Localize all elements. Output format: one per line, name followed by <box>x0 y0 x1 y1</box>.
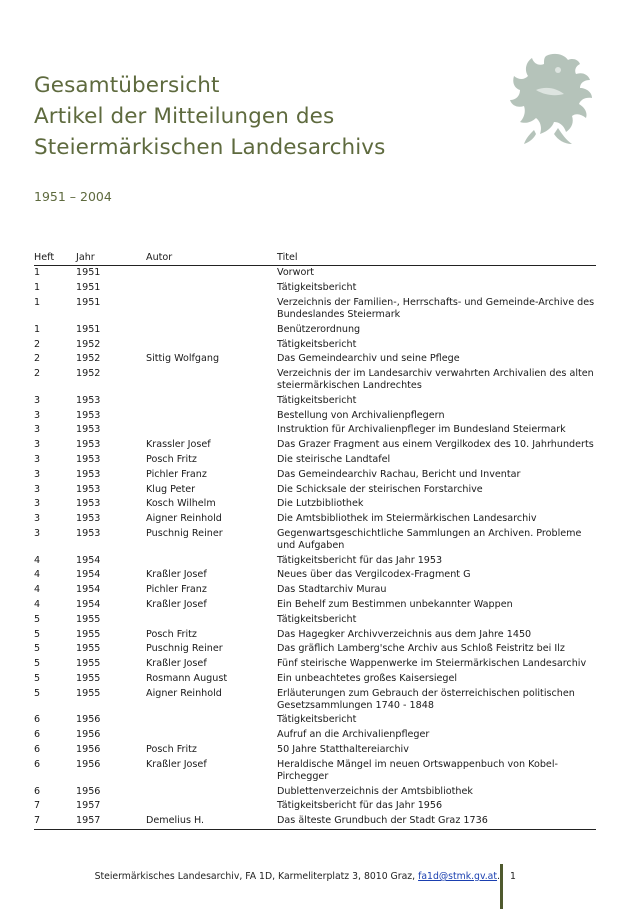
table-row <box>34 322 596 337</box>
cell-heft: 3 <box>34 409 41 421</box>
table-row <box>34 713 596 728</box>
cell-autor: Kosch Wilhelm <box>146 498 216 510</box>
cell-autor: Posch Fritz <box>146 628 197 640</box>
page-number: 1 <box>510 871 516 882</box>
cell-autor: Aigner Reinhold <box>146 687 222 699</box>
table-row <box>34 568 596 583</box>
table-row <box>34 512 596 527</box>
cell-jahr: 1955 <box>76 628 101 640</box>
cell-titel: Das Gemeindearchiv Rachau, Bericht und Inventar <box>277 468 521 480</box>
cell-heft: 1 <box>34 296 41 308</box>
cell-autor: Kraßler Josef <box>146 599 207 611</box>
table-row <box>34 642 596 657</box>
cell-jahr: 1953 <box>76 453 101 465</box>
footer-accent-bar <box>500 864 503 909</box>
cell-heft: 2 <box>34 353 41 365</box>
table-row <box>34 814 596 829</box>
cell-jahr: 1953 <box>76 483 101 495</box>
cell-jahr: 1953 <box>76 409 101 421</box>
cell-titel: Neues über das Vergilcodex-Fragment G <box>277 569 471 581</box>
cell-heft: 5 <box>34 613 41 625</box>
cell-heft: 2 <box>34 338 41 350</box>
cell-titel: Aufruf an die Archivalienpfleger <box>277 729 430 741</box>
cell-titel: Gegenwartsgeschichtliche Sammlungen an Archiven. Probleme und Aufgaben <box>277 527 582 551</box>
cell-autor <box>146 322 277 337</box>
cell-titel: Ein Behelf zum Bestimmen unbekannter Wappen <box>277 599 513 611</box>
table-row <box>34 686 596 713</box>
cell-heft: 4 <box>34 569 41 581</box>
cell-titel: Das Stadtarchiv Murau <box>277 584 387 596</box>
cell-heft: 3 <box>34 424 41 436</box>
cell-titel: Tätigkeitsbericht <box>277 282 357 294</box>
cell-jahr: 1952 <box>76 338 101 350</box>
table-body <box>34 266 596 830</box>
cell-jahr: 1956 <box>76 744 101 756</box>
cell-jahr: 1956 <box>76 714 101 726</box>
cell-autor: Posch Fritz <box>146 744 197 756</box>
cell-autor: Sittig Wolfgang <box>146 353 220 365</box>
cell-autor <box>146 337 277 352</box>
cell-autor: Pichler Franz <box>146 468 207 480</box>
cell-heft: 4 <box>34 554 41 566</box>
cell-autor: Posch Fritz <box>146 453 197 465</box>
title-line-1: Gesamtübersicht <box>34 73 220 98</box>
cell-jahr: 1955 <box>76 643 101 655</box>
cell-heft: 7 <box>34 800 41 812</box>
table-row <box>34 527 596 554</box>
cell-heft: 5 <box>34 687 41 699</box>
cell-titel: Das Grazer Fragment aus einem Vergilkodex des 10. Jahrhunderts <box>277 439 594 451</box>
cell-titel: Tätigkeitsbericht für das Jahr 1953 <box>277 554 443 566</box>
cell-heft: 1 <box>34 267 41 279</box>
cell-jahr: 1955 <box>76 658 101 670</box>
cell-heft: 3 <box>34 439 41 451</box>
cell-heft: 5 <box>34 643 41 655</box>
cell-autor <box>146 784 277 799</box>
cell-titel: Vorwort <box>277 267 315 279</box>
table-row <box>34 423 596 438</box>
cell-heft: 3 <box>34 483 41 495</box>
cell-autor <box>146 296 277 323</box>
cell-jahr: 1955 <box>76 613 101 625</box>
cell-jahr: 1951 <box>76 282 101 294</box>
cell-autor: Rosmann August <box>146 672 228 684</box>
table-row <box>34 757 596 784</box>
cell-jahr: 1956 <box>76 729 101 741</box>
cell-titel: Tätigkeitsbericht <box>277 338 357 350</box>
cell-heft: 1 <box>34 323 41 335</box>
cell-titel: Tätigkeitsbericht für das Jahr 1956 <box>277 800 443 812</box>
table-row <box>34 467 596 482</box>
cell-autor <box>146 367 277 394</box>
cell-autor <box>146 713 277 728</box>
table-row <box>34 482 596 497</box>
footer-email-link[interactable]: fa1d@stmk.gv.at <box>418 871 498 882</box>
cell-titel: Verzeichnis der Familien-, Herrschafts- und Gemeinde-Archive des Bundeslandes Steiermark <box>277 296 595 320</box>
cell-jahr: 1953 <box>76 468 101 480</box>
cell-autor <box>146 281 277 296</box>
table-row <box>34 296 596 323</box>
footer-address <box>0 871 500 882</box>
table-row <box>34 799 596 814</box>
cell-titel: Fünf steirische Wappenwerke im Steiermärkischen Landesarchiv <box>277 658 587 670</box>
column-header-jahr: Jahr <box>76 251 146 266</box>
table-header-row <box>34 251 596 266</box>
cell-heft: 6 <box>34 729 41 741</box>
cell-jahr: 1954 <box>76 599 101 611</box>
cell-jahr: 1954 <box>76 554 101 566</box>
cell-titel: Das Hagegker Archivverzeichnis aus dem Jahre 1450 <box>277 628 532 640</box>
column-header-heft: Heft <box>34 251 76 266</box>
table-row <box>34 497 596 512</box>
cell-autor: Kraßler Josef <box>146 758 207 770</box>
cell-titel: Bestellung von Archivalienpflegern <box>277 409 445 421</box>
cell-jahr: 1953 <box>76 527 101 539</box>
cell-heft: 3 <box>34 527 41 539</box>
column-header-autor: Autor <box>146 251 277 266</box>
cell-jahr: 1952 <box>76 368 101 380</box>
cell-autor: Kraßler Josef <box>146 569 207 581</box>
cell-titel: Das älteste Grundbuch der Stadt Graz 1736 <box>277 814 596 829</box>
cell-jahr: 1953 <box>76 513 101 525</box>
cell-jahr: 1951 <box>76 296 101 308</box>
cell-autor: Klug Peter <box>146 483 196 495</box>
cell-heft: 4 <box>34 599 41 611</box>
styrian-panther-logo <box>506 50 600 146</box>
cell-jahr: 1953 <box>76 394 101 406</box>
table-row <box>34 598 596 613</box>
cell-heft: 6 <box>34 714 41 726</box>
cell-heft: 7 <box>34 814 76 829</box>
cell-titel: Dublettenverzeichnis der Amtsbibliothek <box>277 785 473 797</box>
table-row <box>34 583 596 598</box>
cell-jahr: 1952 <box>76 353 101 365</box>
table-row <box>34 367 596 394</box>
cell-autor <box>146 553 277 568</box>
cell-autor <box>146 393 277 408</box>
table-row <box>34 728 596 743</box>
cell-autor <box>146 266 277 281</box>
cell-titel: 50 Jahre Statthaltereiarchiv <box>277 744 409 756</box>
footer-address-end: . <box>497 871 500 882</box>
cell-heft: 3 <box>34 468 41 480</box>
cell-heft: 5 <box>34 658 41 670</box>
cell-heft: 3 <box>34 498 41 510</box>
table-row <box>34 266 596 281</box>
cell-heft: 3 <box>34 453 41 465</box>
cell-heft: 5 <box>34 628 41 640</box>
cell-jahr: 1956 <box>76 758 101 770</box>
table-row <box>34 612 596 627</box>
cell-titel: Das Gemeindearchiv und seine Pflege <box>277 353 460 365</box>
cell-titel: Tätigkeitsbericht <box>277 394 357 406</box>
cell-heft: 4 <box>34 584 41 596</box>
cell-jahr: 1956 <box>76 785 101 797</box>
table-row <box>34 743 596 758</box>
cell-heft: 6 <box>34 758 41 770</box>
cell-heft: 3 <box>34 513 41 525</box>
table-row <box>34 657 596 672</box>
cell-titel: Erläuterungen zum Gebrauch der österreichischen politischen Gesetzsammlungen 1740 - 1848 <box>277 687 575 711</box>
cell-titel: Verzeichnis der im Landesarchiv verwahrten Archivalien des alten steiermärkischen Landrechtes <box>277 368 594 392</box>
cell-jahr: 1957 <box>76 800 101 812</box>
cell-autor <box>146 799 277 814</box>
table-row <box>34 784 596 799</box>
cell-titel: Tätigkeitsbericht <box>277 714 357 726</box>
title-line-2: Artikel der Mitteilungen des <box>34 104 335 129</box>
table-row <box>34 352 596 367</box>
year-range: 1951 – 2004 <box>34 189 112 204</box>
cell-titel: Tätigkeitsbericht <box>277 613 357 625</box>
cell-heft: 5 <box>34 672 41 684</box>
cell-heft: 1 <box>34 282 41 294</box>
table-row <box>34 672 596 687</box>
cell-jahr: 1957 <box>76 814 146 829</box>
cell-autor: Pichler Franz <box>146 584 207 596</box>
cell-jahr: 1954 <box>76 584 101 596</box>
cell-autor <box>146 408 277 423</box>
cell-titel: Benützerordnung <box>277 323 361 335</box>
cell-titel: Die Lutzbibliothek <box>277 498 364 510</box>
table-row <box>34 393 596 408</box>
cell-jahr: 1954 <box>76 569 101 581</box>
table-row <box>34 627 596 642</box>
cell-heft: 6 <box>34 744 41 756</box>
column-header-titel: Titel <box>277 251 596 266</box>
cell-titel: Ein unbeachtetes großes Kaisersiegel <box>277 672 458 684</box>
document-title <box>34 70 385 163</box>
cell-autor: Kraßler Josef <box>146 658 207 670</box>
cell-titel: Die Schicksale der steirischen Forstarchive <box>277 483 483 495</box>
title-line-3: Steiermärkischen Landesarchivs <box>34 135 386 160</box>
table-row <box>34 553 596 568</box>
cell-jahr: 1953 <box>76 439 101 451</box>
table-row <box>34 337 596 352</box>
cell-titel: Instruktion für Archivalienpfleger im Bundesland Steiermark <box>277 424 566 436</box>
cell-autor <box>146 728 277 743</box>
cell-jahr: 1955 <box>76 687 101 699</box>
cell-autor: Puschnig Reiner <box>146 643 223 655</box>
cell-titel: Das gräflich Lamberg'sche Archiv aus Schloß Feistritz bei Ilz <box>277 643 565 655</box>
cell-jahr: 1951 <box>76 323 101 335</box>
table-row <box>34 408 596 423</box>
cell-autor: Demelius H. <box>146 814 277 829</box>
cell-heft: 3 <box>34 394 41 406</box>
footer-address-text: Steiermärkisches Landesarchiv, FA 1D, Karmeliterplatz 3, 8010 Graz, <box>94 871 419 882</box>
cell-autor: Aigner Reinhold <box>146 513 222 525</box>
cell-heft: 6 <box>34 785 41 797</box>
cell-titel: Die steirische Landtafel <box>277 453 391 465</box>
cell-autor <box>146 423 277 438</box>
cell-heft: 2 <box>34 368 41 380</box>
cell-jahr: 1955 <box>76 672 101 684</box>
cell-titel: Die Amtsbibliothek im Steiermärkischen Landesarchiv <box>277 513 537 525</box>
cell-titel: Heraldische Mängel im neuen Ortswappenbuch von Kobel-Pirchegger <box>277 758 558 782</box>
cell-jahr: 1953 <box>76 498 101 510</box>
article-table <box>34 251 596 830</box>
table-row <box>34 453 596 468</box>
cell-jahr: 1951 <box>76 267 101 279</box>
table-row <box>34 281 596 296</box>
cell-jahr: 1953 <box>76 424 101 436</box>
table-row <box>34 438 596 453</box>
cell-autor: Puschnig Reiner <box>146 527 223 539</box>
cell-autor <box>146 612 277 627</box>
cell-autor: Krassler Josef <box>146 439 211 451</box>
